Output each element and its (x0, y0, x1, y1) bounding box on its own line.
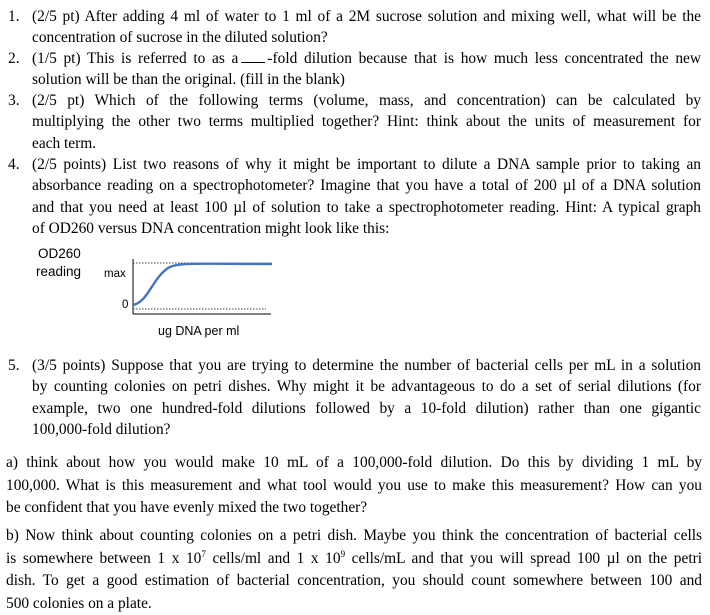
od260-graph (36, 244, 296, 344)
question-number: 2. (8, 50, 20, 67)
question-2 (8, 48, 701, 91)
question-text: by counting colonies on petri dishes. Why might it be advantageous to do a set of serial dilutions (for (32, 378, 701, 396)
part-text: dish. To get a good estimation of bacterial concentration, you should count somewhere between 100 and (6, 572, 702, 589)
question-text: and that you need at least 100 µl of solution to take a spectrophotometer reading. Hint: A typical graph (32, 198, 701, 216)
question-text: (2/5 pt) Which of the following terms (volume, mass, and concentration) can be calculated by (32, 92, 701, 109)
question-text: each term. (32, 134, 97, 152)
part-text: be confident that you have evenly mixed the two together? (6, 499, 368, 516)
part-text: cells/mL and that you will spread 100 µl on the petri (345, 549, 702, 567)
question-text: (2/5 points) List two reasons of why it might be important to dilute a DNA sample prior to taking an (32, 156, 701, 173)
graph-zero-label: 0 (122, 299, 129, 311)
question-4 (8, 154, 701, 240)
part-text: 100,000. What is this measurement and what tool would you use to make this measurement? How can you (6, 476, 702, 494)
question-3 (8, 90, 701, 154)
question-text: example, two one hundred-fold dilutions followed by a 10-fold dilution) rather than one gigantic (32, 399, 701, 417)
part-text: cells/ml and 1 x 10 (205, 549, 341, 567)
graph-max-label: max (104, 268, 126, 280)
part-text: is somewhere between 1 x 10 (6, 549, 202, 567)
question-text: multiplying the other two terms multiplied together? Hint: think about the units of measurement for (32, 113, 701, 131)
question-number: 5. (8, 357, 20, 374)
part-text: a) think about how you would make 10 mL of a 100,000-fold dilution. Do this by dividing 1 mL by (6, 454, 702, 471)
part-text: b) Now think about counting colonies on a petri dish. Maybe you think the concentration of bacterial cells (6, 527, 702, 544)
graph-x-label: ug DNA per ml (158, 324, 240, 338)
exponent: 7 (201, 548, 206, 559)
part-a (6, 452, 702, 520)
exponent: 9 (340, 548, 346, 559)
question-text: solution will be than the original. (fill in the blank) (32, 71, 345, 89)
part-b (6, 525, 702, 615)
question-number: 3. (8, 92, 20, 109)
question-text: (3/5 points) Suppose that you are trying to determine the number of bacterial cells per mL in a solution (32, 357, 701, 374)
question-text: absorbance reading on a spectrophotometer? Imagine that you have a total of 200 µl of a DNA solution (32, 177, 701, 195)
question-text: 100,000-fold dilution? (32, 421, 171, 439)
question-text: -fold dilution because that is how much less concentrated the new (267, 50, 701, 67)
question-text: (1/5 pt) This is referred to as a (32, 50, 239, 67)
question-number: 1. (8, 8, 20, 25)
fill-in-blank (241, 50, 265, 63)
question-1 (8, 6, 701, 49)
question-text: of OD260 versus DNA concentration might look like this: (32, 220, 390, 238)
question-5 (8, 355, 701, 441)
question-number: 4. (8, 156, 20, 173)
question-text: concentration of sucrose in the diluted solution? (32, 29, 328, 47)
graph-y-label: reading (36, 264, 82, 279)
question-text: (2/5 pt) After adding 4 ml of water to 1 ml of a 2M sucrose solution and mixing well, what will be the (32, 8, 701, 25)
graph-y-label: OD260 (38, 246, 81, 261)
part-text: 500 colonies on a plate. (6, 594, 152, 612)
graph-curve (133, 264, 272, 305)
